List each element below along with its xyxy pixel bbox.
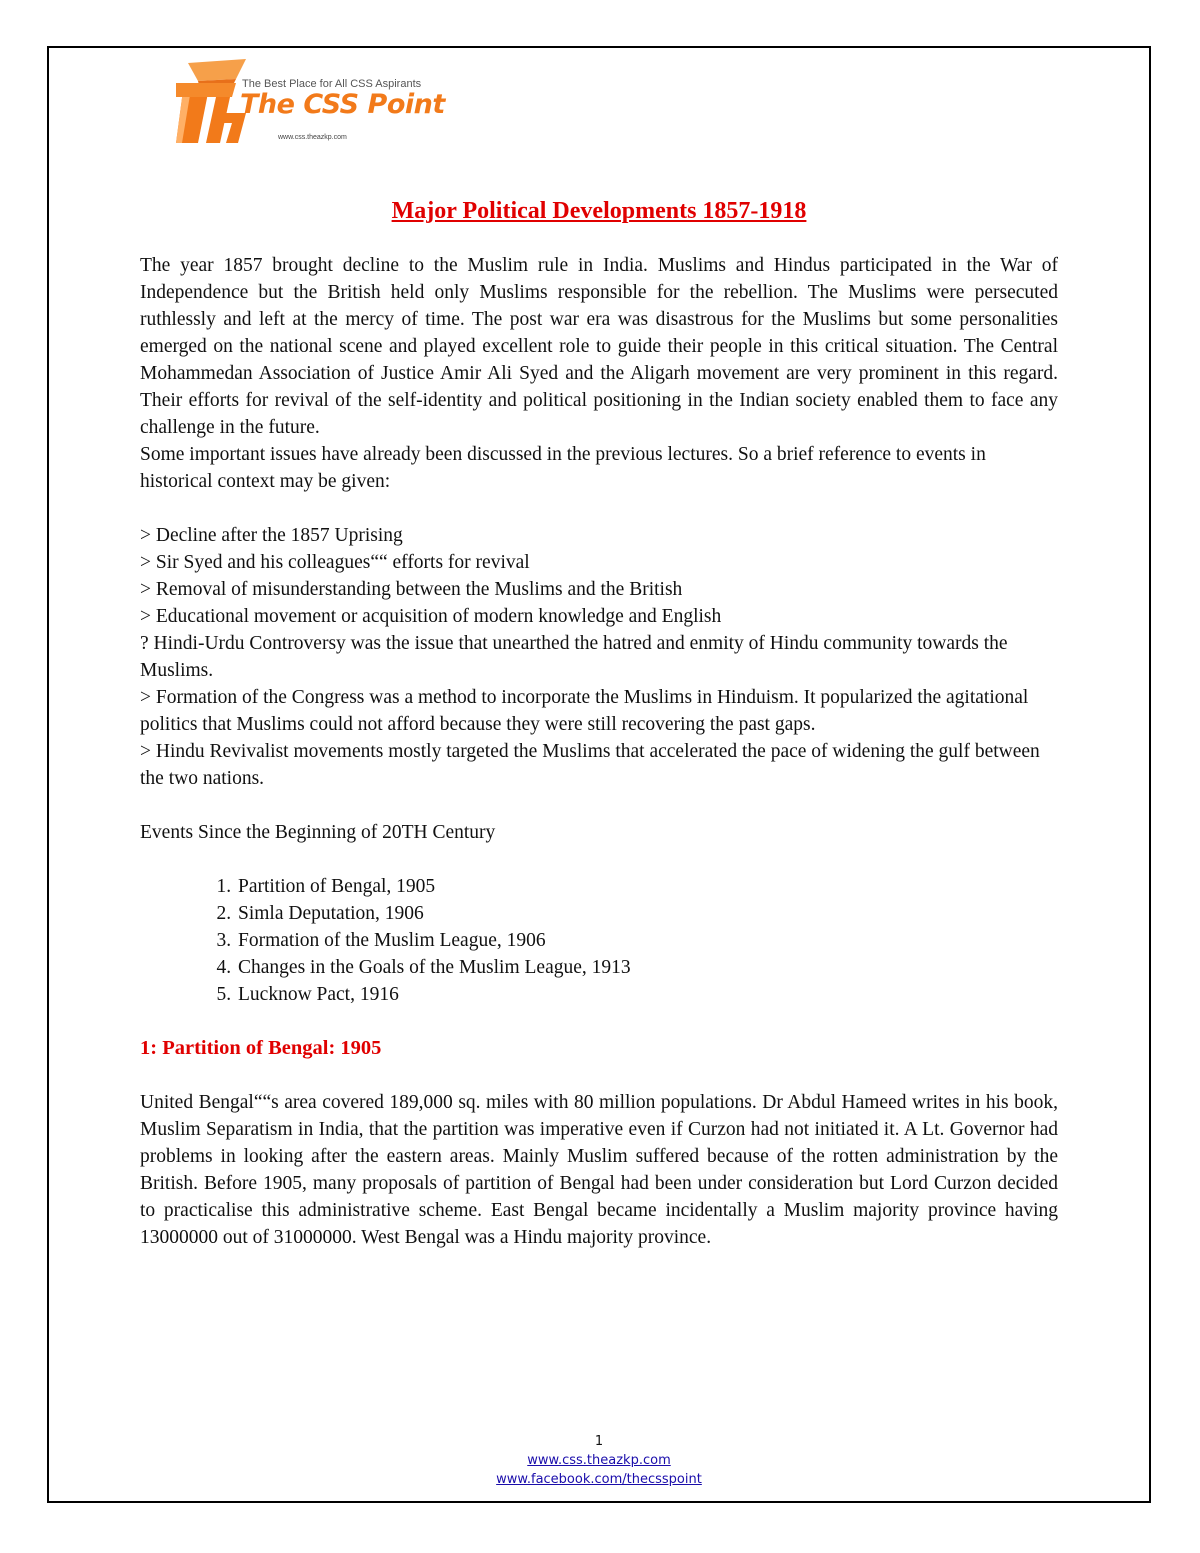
logo-tagline: The Best Place for All CSS Aspirants xyxy=(242,78,422,90)
facebook-link[interactable]: www.facebook.com/thecsspoint xyxy=(496,1472,702,1487)
the-css-point-logo xyxy=(176,57,456,153)
list-item: > Decline after the 1857 Uprising xyxy=(140,525,403,546)
list-item: > Educational movement or acquisition of modern knowledge and English xyxy=(140,606,722,627)
issues-list xyxy=(140,522,1058,792)
list-item: > Hindu Revivalist movements mostly targeted the Muslims that accelerated the pace of widening the gulf between the two nations. xyxy=(140,741,1040,789)
logo-brand-text: The CSS Point xyxy=(240,89,445,120)
list-item: ? Hindi-Urdu Controversy was the issue that unearthed the hatred and enmity of Hindu community towards the Muslims. xyxy=(140,633,1008,681)
list-item: > Sir Syed and his colleagues““ efforts for revival xyxy=(140,552,530,573)
reference-text: Some important issues have already been discussed in the previous lectures. So a brief reference to events in historical context may be given: xyxy=(140,444,986,492)
list-item: 3. Formation of the Muslim League, 1906 xyxy=(236,927,1058,954)
events-list xyxy=(140,873,1058,1008)
list-item: 5. Lucknow Pact, 1916 xyxy=(236,981,1058,1008)
events-heading: Events Since the Beginning of 20TH Century xyxy=(140,822,496,843)
logo-url: www.css.theazkp.com xyxy=(278,134,347,141)
partition-of-bengal-paragraph: United Bengal““s area covered 189,000 sq. miles with 80 million populations. Dr Abdul Hameed writes in his book, Muslim Separatism in India, that the partition was imperative even if Curzon had not initiated it. A Lt. Governor had problems in looking after the eastern areas. Mainly Muslim suffered because of the rotten administration by the British. Before 1905, many proposals of partition of Bengal had been under consideration but Lord Curzon decided to practicalise this administrative scheme. East Bengal became incidentally a Muslim majority province having 13000000 out of 31000000. West Bengal was a Hindu majority province. xyxy=(140,1092,1058,1248)
list-item: 2. Simla Deputation, 1906 xyxy=(236,900,1058,927)
list-item: 1. Partition of Bengal, 1905 xyxy=(236,873,1058,900)
website-link[interactable]: www.css.theazkp.com xyxy=(527,1453,671,1468)
document-body xyxy=(140,196,1058,1251)
page-footer xyxy=(47,1432,1151,1489)
page-number: 1 xyxy=(594,1434,604,1449)
list-item: > Formation of the Congress was a method to incorporate the Muslims in Hinduism. It popularized the agitational politics that Muslims could not afford because they were still recovering the past gaps. xyxy=(140,687,1029,735)
list-item: 4. Changes in the Goals of the Muslim League, 1913 xyxy=(236,954,1058,981)
list-item: > Removal of misunderstanding between the Muslims and the British xyxy=(140,579,683,600)
page-title: Major Political Developments 1857-1918 xyxy=(391,198,807,224)
intro-paragraph: The year 1857 brought decline to the Muslim rule in India. Muslims and Hindus participated in the War of Independence but the British held only Muslims responsible for the rebellion. The Muslims were persecuted ruthlessly and left at the mercy of time. The post war era was disastrous for the Muslims but some personalities emerged on the national scene and played excellent role to guide their people in this critical situation. The Central Mohammedan Association of Justice Amir Ali Syed and the Aligarh movement are very prominent in this regard. Their efforts for revival of the self-identity and political positioning in the Indian society enabled them to face any challenge in the future. xyxy=(140,255,1058,438)
section-heading-partition-of-bengal: 1: Partition of Bengal: 1905 xyxy=(140,1037,382,1059)
